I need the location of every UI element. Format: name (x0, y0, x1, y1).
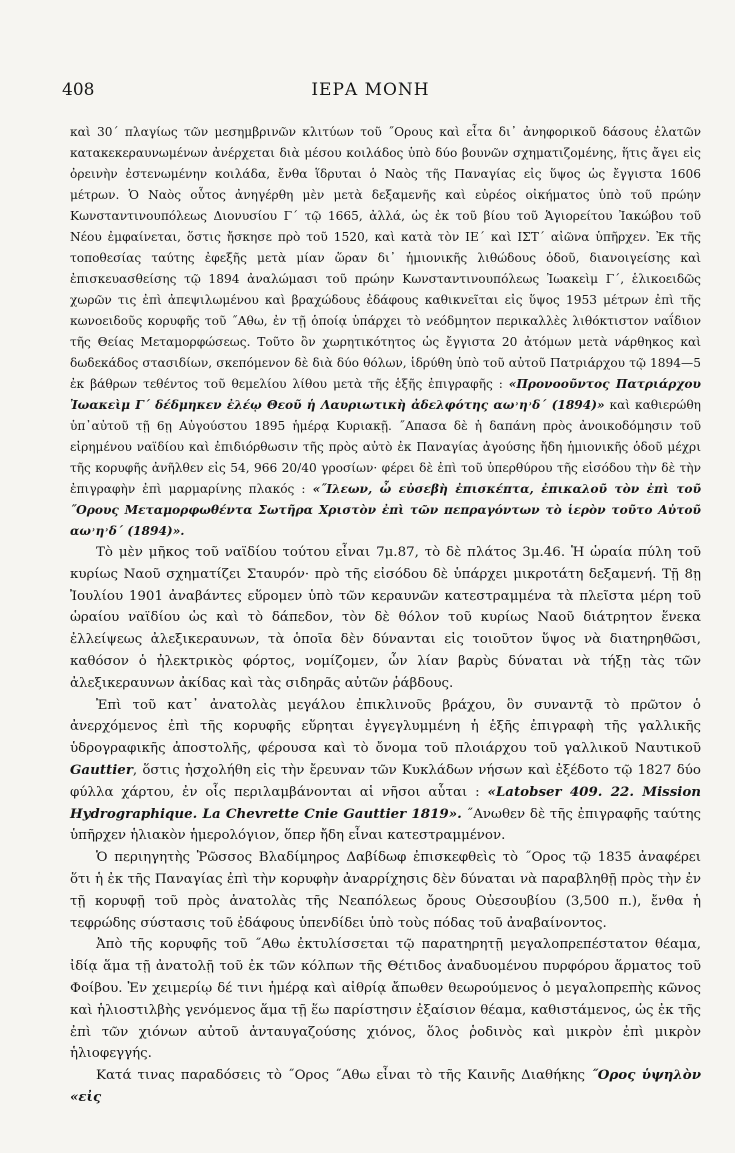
french-inscription: «Latobser 409. 22. Mission Hydrographique. La Chevrette Cnie Gauttier 1819». (70, 783, 701, 822)
paragraph-3-text-b: , ὅστις ἠσχολήθη εἰς τὴν ἔρευναν τῶν Κυκλάδων νήσων καὶ ἐξέδοτο τῷ 1827 δύο φύλλα χάρτου, ἐν οἷς περιλαμβάνονται αἱ νῆσοι αὗται : (70, 762, 701, 800)
paragraph-1 (70, 122, 701, 542)
captain-name: Gauttier (70, 761, 133, 778)
inscription-lintel: «˝Ιλεων, ὦ εὐσεβὴ ἐπισκέπτα, ἐπικαλοῦ τὸν ἐπὶ τοῦ ˝Ορους Μεταμορφωθέντα Σωτῆρα Χριστὸν ἐπὶ τῶν πεπραγόντων τὸ ἱερὸν τοῦτο Αὐτοῦ αω˒η˒δ΄ (1894)». (70, 482, 702, 538)
page-header (48, 80, 693, 104)
running-title: ΙΕΡΑ ΜΟΝΗ (311, 80, 430, 100)
paragraph-4: Ὁ περιηγητὴς Ῥῶσσος Βλαδίμηρος Δαβίδωφ ἐπισκεφθεὶς τὸ ˝Ορος τῷ 1835 ἀναφέρει ὅτι ἡ ἐκ τῆς Παναγίας ἐπὶ τὴν κορυφὴν ἀναρρίχησις δὲν δύναται νὰ παραβληθῇ πρὸς τὴν ἐν τῇ κορυφῇ τοῦ πρὸς ἀνατολὰς τῆς Νεαπόλεως ὄρους Οὐεσουβίου (3,500 π.), ἔνθα ἡ τεφρώδης σύστασις τοῦ ἐδάφους ὑπενδίδει ὑπὸ τοὺς πόδας τοῦ ἀναβαίνοντος. (70, 850, 701, 931)
paragraph-3 (70, 695, 701, 848)
paragraph-2: Τὸ μὲν μῆκος τοῦ ναϊδίου τούτου εἶναι 7μ.87, τὸ δὲ πλάτος 3μ.46. Ἡ ὡραία πύλη τοῦ κυρίως Ναοῦ σχηματίζει Σταυρόν· πρὸ τῆς εἰσόδου δὲ ὑπάρχει μικροτάτη δεξαμενή. Τῇ 8ῃ Ἰουλίου 1901 ἀναβάντες εὕρομεν ὑπὸ τῶν κεραυνῶν κατεστραμμένα τὰ πλεῖστα μέρη τοῦ ὡραίου ναϊδίου ὡς καὶ τὸ δάπεδον, τὸν δὲ θόλον τοῦ κυρίως Ναοῦ διάτρητον ἕνεκα ἐλλείψεως ἀλεξικεραυνων, τὰ ὁποῖα δὲν δύνανται εἰς τοιοῦτον ὕψος νὰ διατηρηθῶσι, καθόσον ὁ ἠλεκτρικὸς φόρτος, νομίζομεν, ὧν λίαν βαρὺς δύναται νὰ τήξῃ τὰς τῶν ἀλεξικεραυνων ἀκίδας καὶ τὰς σιδηρᾶς αὐτῶν ῥάβδους. (70, 545, 701, 691)
paragraph-1-text-a: καὶ 30΄ πλαγίως τῶν μεσημβρινῶν κλιτύων τοῦ ˝Ορους καὶ εἶτα δι᾽ ἀνηφορικοῦ δάσους ἐλατῶν κατακεκεραυνωμένων ἀνέρχεται διὰ μέσου κοιλάδος ὑπὸ δύο βουνῶν σχηματιζομένης, ἥτις ἄγει εἰς ὀρεινὴν ἐστενωμένην κοιλάδα, ἔνθα ἵδρυται ὁ Ναὸς τῆς Παναγίας εἰς ὕψος ὡς ἔγγιστα 1606 μέτρων. Ὁ Ναὸς οὗτος ἀνηγέρθη μὲν μετὰ δεξαμενῆς καὶ εὐρέος οἰκήματος ὑπὸ τοῦ πρώην Κωνσταντινουπόλεως Διονυσίου Γ΄ τῷ 1665, ἀλλά, ὡς ἐκ τοῦ βίου τοῦ Ἁγιορείτου Ἰακώβου τοῦ Νέου ἐμφαίνεται, ὅστις ἤσκησε πρὸ τοῦ 1520, καὶ κατὰ τὸν ΙΕ΄ καὶ ΙΣΤ΄ αἰῶνα ὑπῆρχεν. Ἐκ τῆς τοποθεσίας ταύτης ἐφεξῆς μετὰ μίαν ὥραν δι᾽ ἡμιονικῆς λιθώδους ὁδοῦ, διανοιγείσης καὶ ἐπισκευασθείσης τῷ 1894 ἀναλώμασι τοῦ πρώην Κωνσταντινουπόλεως Ἰωακεὶμ Γ΄, ἑλικοειδῶς χωρῶν τις ἐπὶ ἀπεψιλωμένου καὶ βραχώδους ἐδάφους καθικνεῖται εἰς ὕψος 1953 μέτρων ἐπὶ τῆς κωνοειδοῦς κορυφῆς τοῦ ˝Αθω, ἐν τῇ ὁποίᾳ ὑπάρχει τὸ νεόδμητον περικαλλὲς λιθόκτιστον ναΐδιον τῆς Θείας Μεταμορφώσεως. Τοῦτο ὂν χωρητικότητος ὡς ἔγγιστα 20 ἀτόμων μετὰ νάρθηκος καὶ δωδεκάδος στασιδίων, σκεπόμενον δὲ διὰ δύο θόλων, ἱδρύθη ὑπὸ τοῦ αὐτοῦ Πατριάρχου τῷ 1894—5 ἐκ βάθρων τεθέντος τοῦ θεμελίου λίθου μετὰ τῆς ἑξῆς ἐπιγραφῆς : (70, 125, 701, 391)
inscription-foundation: «Προνοοῦντος Πατριάρχου Ἰωακεὶμ Γ΄ δέδμηκεν ἐλέῳ Θεοῦ ἡ Λαυριωτικὴ ἀδελφότης αω˒η˒δ΄ (1894)» (70, 377, 702, 412)
page-body (70, 122, 701, 1109)
page-number: 408 (62, 80, 95, 100)
paragraph-6-text-a: Κατά τινας παραδόσεις τὸ ˝Ορος ˝Αθω εἶναι τὸ τῆς Καινῆς Διαθήκης (96, 1068, 586, 1084)
paragraph-5: Ἀπὸ τῆς κορυφῆς τοῦ ˝Αθω ἐκτυλίσσεται τῷ παρατηρητῇ μεγαλοπρεπέστατον θέαμα, ἰδίᾳ ἅμα τῇ ἀνατολῇ τοῦ ἐκ τῶν κόλπων τῆς Θέτιδος ἀναδυομένου πυρφόρου ἅρματος τοῦ Φοίβου. Ἐν χειμερίῳ δέ τινι ἡμέρᾳ καὶ αἰθρίᾳ ἄπωθεν θεωρούμενος ὁ μεγαλοπρεπὴς κῶνος καὶ ἡλιοστιλβὴς γενόμενος ἅμα τῇ ἕω παρίστησιν ἐξαίσιον θέαμα, καθιστάμενος, ὡς ἐκ τῆς ἐπὶ τῶν χιόνων αὐτοῦ ἀνταυγαζούσης χιόνος, ὅλος ῥοδινὸς καὶ μικρὸν ἐπὶ μικρὸν ἡλιοφεγγής. (70, 937, 701, 1062)
paragraph-6 (70, 1065, 701, 1109)
paragraph-1-text-b: καὶ καθιερώθη ὑπ᾽αὐτοῦ τῇ 6ῃ Αὐγούστου 1895 ἡμέρᾳ Κυριακῇ. ˝Απασα δὲ ἡ δαπάνη πρὸς ἀνοικοδόμησιν τοῦ εἰρημένου ναϊδίου καὶ ἐπιδιόρθωσιν τῆς πρὸς αὐτὸ ἐκ Παναγίας ἀγούσης ἤδη ἡμιονικῆς ὁδοῦ μέχρι τῆς κορυφῆς ἀνῆλθεν εἰς 54, 966 20/40 γροσίων· φέρει δὲ ἐπὶ τοῦ ὑπερθύρου τῆς εἰσόδου τὴν δὲ τὴν ἐπιγραφὴν ἐπὶ μαρμαρίνης πλακός : (70, 398, 701, 496)
paragraph-3-text-c: ˝Ανωθεν δὲ τῆς ἐπιγραφῆς ταύτης ὑπῆρχεν ἡλιακὸν ἡμερολόγιον, ὅπερ ἤδη εἶναι κατεστραμμένον. (70, 806, 701, 844)
paragraph-3-text-a: Ἐπὶ τοῦ κατ᾽ ἀνατολὰς μεγάλου ἐπικλινοῦς βράχου, ὃν συναντᾷ τὸ πρῶτον ὁ ἀνερχόμενος ἐπὶ τῆς κορυφῆς εὕρηται ἐγγεγλυμμένη ἡ ἑξῆς ἐπιγραφὴ τῆς γαλλικῆς ὑδρογραφικῆς ἀποστολῆς, φέρουσα καὶ τὸ ὄνομα τοῦ πλοιάρχου τοῦ γαλλικοῦ Ναυτικοῦ (70, 697, 701, 757)
paragraph-6-quote: ˝Ορος ὑψηλὸν «εἰς (70, 1067, 701, 1105)
